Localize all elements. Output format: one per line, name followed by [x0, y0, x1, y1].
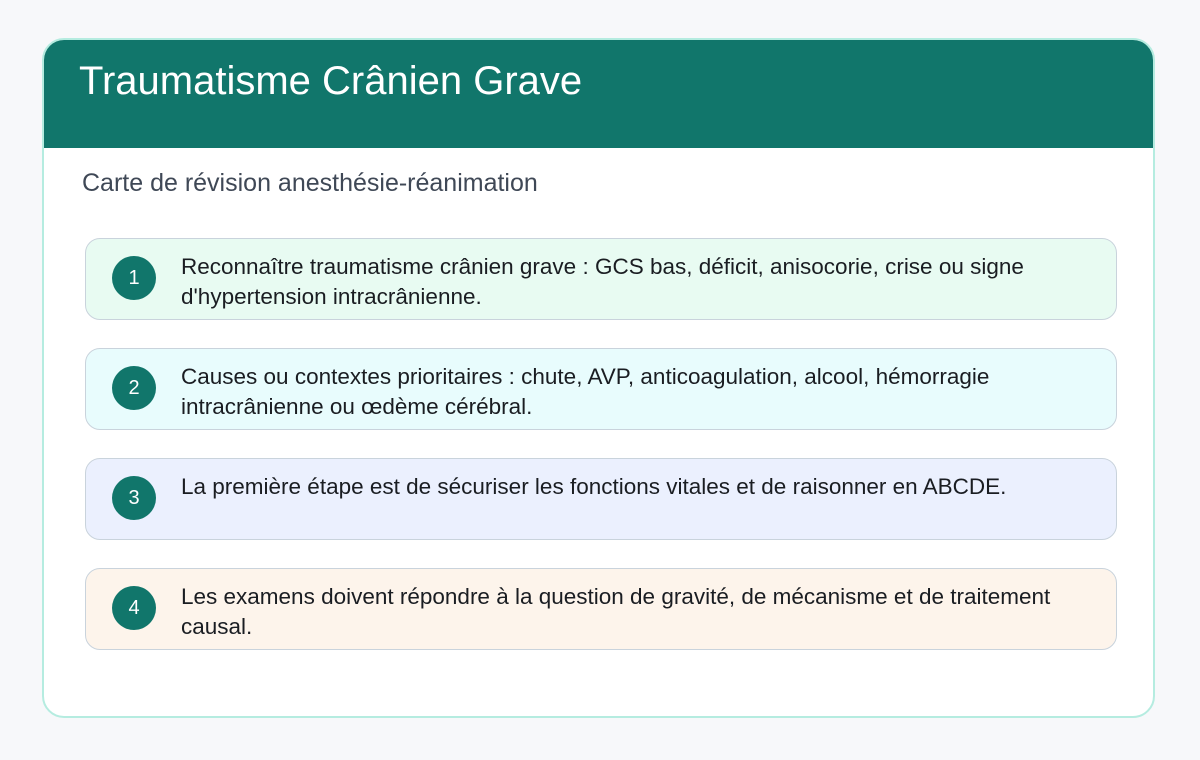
card-title: Traumatisme Crânien Grave [79, 59, 583, 103]
step-3 [85, 458, 1117, 540]
step-text: La première étape est de sécuriser les fonctions vitales et de raisonner en ABCDE. [181, 474, 1007, 499]
step-number-badge: 4 [112, 586, 156, 630]
step-number-badge: 1 [112, 256, 156, 300]
step-number-badge: 3 [112, 476, 156, 520]
step-text: Les examens doivent répondre à la question de gravité, de mécanisme et de traitement causal. [181, 584, 1051, 639]
step-2 [85, 348, 1117, 430]
step-4 [85, 568, 1117, 650]
card-header [42, 38, 1155, 148]
step-text: Causes ou contextes prioritaires : chute, AVP, anticoagulation, alcool, hémorragie intracrânienne ou œdème cérébral. [181, 364, 990, 419]
revision-card [42, 38, 1155, 718]
step-1 [85, 238, 1117, 320]
card-subtitle: Carte de révision anesthésie-réanimation [82, 169, 538, 197]
step-number-badge: 2 [112, 366, 156, 410]
step-text: Reconnaître traumatisme crânien grave : GCS bas, déficit, anisocorie, crise ou signe d'hypertension intracrânienne. [181, 254, 1024, 309]
